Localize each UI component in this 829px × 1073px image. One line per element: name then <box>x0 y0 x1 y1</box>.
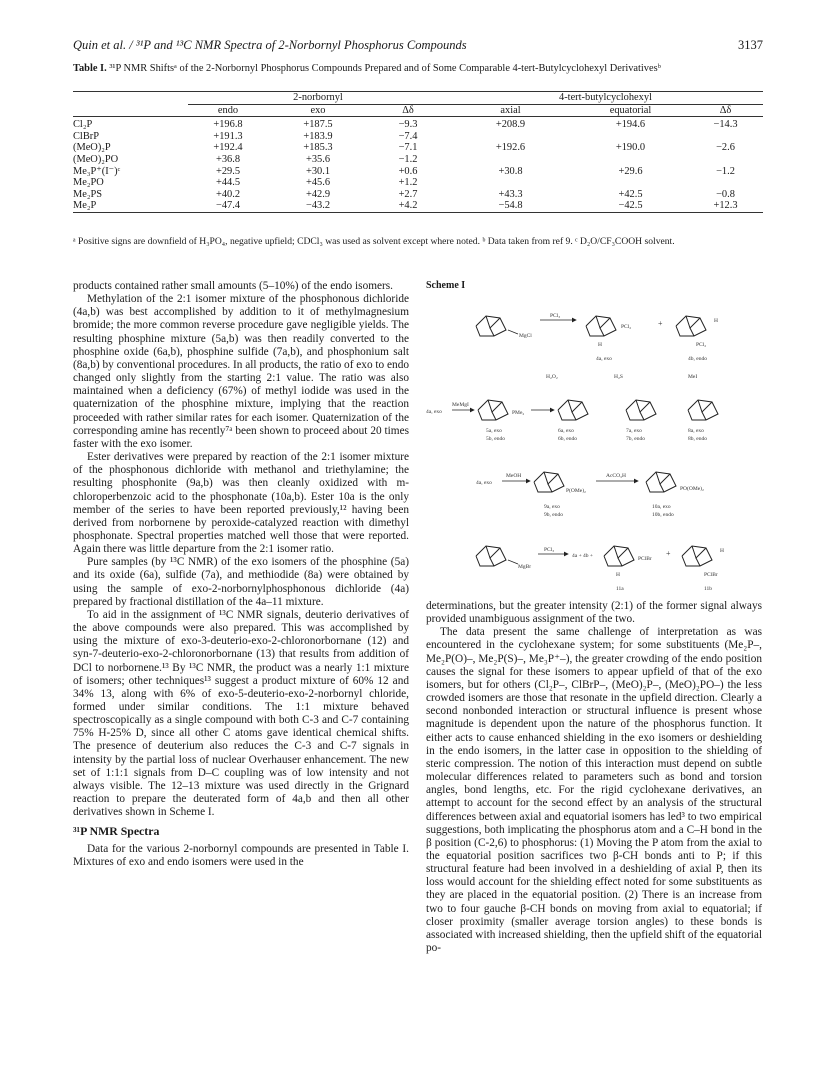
scheme-label: PCl₂ <box>696 342 707 348</box>
scheme-label: H <box>714 318 718 324</box>
scheme-label: PCl₃ <box>544 547 555 553</box>
table-cell: +187.5 <box>303 119 333 131</box>
table-cell: +30.8 <box>498 165 523 177</box>
table-cell <box>573 177 688 189</box>
table-cell: −9.3 <box>398 119 418 131</box>
table-cell: +30.1 <box>305 165 331 177</box>
paragraph: products contained rather small amounts (5–10%) of the endo isomers. <box>73 280 393 292</box>
table-cell: −7.1 <box>398 142 418 154</box>
column-header: endo <box>188 104 268 117</box>
scheme-label: 9b, endo <box>544 512 563 518</box>
table-cell: +192.6 <box>495 142 526 154</box>
scheme-label: PCl₂ <box>621 324 632 330</box>
table-row <box>73 177 763 189</box>
norbornane-structure <box>476 546 506 566</box>
svg-text:+: + <box>666 549 671 558</box>
group-header-norbornyl: 2-norbornyl <box>188 92 448 105</box>
paragraph: Data for the various 2-norbornyl compounds are presented in Table I. Mixtures of exo and endo isomers were used in the <box>73 842 409 868</box>
scheme-label: H <box>720 548 724 554</box>
norbornane-structure <box>646 472 676 492</box>
page-number: 3137 <box>738 38 763 52</box>
scheme-label: 10b, endo <box>652 512 674 518</box>
table-cell: −42.5 <box>573 200 688 212</box>
scheme-label: 4a, exo <box>476 480 492 486</box>
scheme-label: PO(OMe)₂ <box>680 486 704 492</box>
table-cell: −2.6 <box>716 142 735 154</box>
norbornane-structure <box>688 400 718 420</box>
scheme-label: MeOH <box>506 473 522 479</box>
table-cell: +190.0 <box>615 142 646 154</box>
norbornane-structure <box>626 400 656 420</box>
running-head <box>73 38 763 54</box>
table-cell: +4.2 <box>368 200 448 212</box>
scheme-label: 7a, exo <box>626 428 642 434</box>
table-cell: +44.5 <box>215 177 241 189</box>
scheme-label: MgBr <box>518 564 532 570</box>
column-header: axial <box>448 104 573 117</box>
norbornane-structure <box>558 400 588 420</box>
table-caption <box>73 63 763 75</box>
table-footnote: ᵃ Positive signs are downfield of H₃PO₄, negative upfield; CDCl₃ was used as solvent except where noted. ᵇ Data taken from ref 9. ᶜ D₂O/CF₃COOH solvent. <box>73 236 675 247</box>
table-cell: +192.4 <box>213 142 243 154</box>
table-cell: +196.8 <box>213 119 243 131</box>
scheme-label: 11b <box>704 586 713 592</box>
table-caption-text: ³¹P NMR Shiftsᵃ of the 2-Norbornyl Phosphorus Compounds Prepared and of Some Comparable 4-tert-Butylcyclohexyl Derivativesᵇ <box>109 63 661 74</box>
paragraph: determinations, but the greater intensity (2:1) of the former signal always provided unambiguous assignment of the two. <box>426 600 762 626</box>
shift-table <box>73 91 763 213</box>
table-cell: +29.6 <box>618 165 643 177</box>
table-cell <box>573 131 688 143</box>
row-label: (MeO)₂PO <box>73 153 119 165</box>
table-cell: +191.3 <box>213 130 243 142</box>
norbornane-structure <box>676 316 706 336</box>
scheme-drawing <box>426 280 764 598</box>
table-cell <box>688 177 763 189</box>
scheme-label: PCl₃ <box>550 313 561 319</box>
table-cell: −47.4 <box>188 200 268 212</box>
scheme-label: 10a, exo <box>652 504 671 510</box>
column-header: equatorial <box>573 104 688 117</box>
table-cell: +29.5 <box>215 165 241 177</box>
table-cell: +0.6 <box>398 165 418 177</box>
column-header: exo <box>268 104 368 117</box>
scheme-label: 6a, exo <box>558 428 574 434</box>
column-header: Δδ <box>368 104 448 117</box>
table-cell: +183.9 <box>303 130 333 142</box>
scheme-label: MeI <box>688 374 698 380</box>
norbornane-structure <box>476 316 506 336</box>
table-cell: +45.6 <box>305 177 331 189</box>
row-label: Me₂PS <box>73 188 103 200</box>
column-header <box>73 104 188 117</box>
row-label: Me₃P⁺(I⁻)ᶜ <box>73 165 121 177</box>
table-cell: −1.2 <box>398 153 418 165</box>
table-row <box>73 142 763 154</box>
table-cell: +42.5 <box>618 188 643 200</box>
table-cell: +1.2 <box>398 177 418 189</box>
scheme-label: 8a, exo <box>688 428 704 434</box>
left-column <box>73 280 409 869</box>
table-label: Table I. <box>73 63 107 74</box>
table-cell <box>448 154 573 166</box>
row-label: Me₂P <box>73 200 188 212</box>
table-cell <box>448 131 573 143</box>
table-cell: −14.3 <box>713 119 738 131</box>
table-cell: +42.9 <box>305 188 331 200</box>
table-row <box>73 154 763 166</box>
table-row <box>73 131 763 143</box>
group-header-cyclohexyl: 4-tert-butylcyclohexyl <box>448 92 763 105</box>
scheme-label: PClBr <box>704 572 718 578</box>
paragraph: Pure samples (by ¹³C NMR) of the exo isomers of the phosphine (5a) and its oxide (6a), sulfide (7a), and methiodide (8a) were obtained by using the sample of exo-2-norbornylphosphonous dichloride (4a) prepared by fractional distillation of the 4a–11 mixture. <box>73 556 409 608</box>
scheme-label: AcCO₃H <box>606 473 626 479</box>
paragraph: To aid in the assignment of ¹³C NMR signals, deuterio derivatives of the above compounds were also prepared. This was accomplished by using the mixture of exo-3-deuterio-exo-2-chloronorbornane (12) and syn-7-deuterio-exo-2-chloronorbornane (13) that results from addition of DCl to norbornene.¹³ By ¹³C NMR, the product was a nearly 1:1 mixture of isomers; other techniques¹³ suggest a product mixture of 60% 12 and 34% 13, along with 6% of exo-5-deuterio-exo-2-norbornyl chloride, formed under similar conditions. The 1:1 mixture behaved spectroscopically as a single compound with both C-3 and C-7 containing 75% H-25% D, since all other C atoms gave identical chemical shifts. The presence of deuterium also reduces the C-3 and C-7 signals in intensity by the partial loss of nuclear Overhauser enhancement. The new set of 1:1:1 signals from D–C coupling was of low intensity and not always visible. The 12–13 mixture was used directly in the Grignard reaction to prepare the deuterated form of 4a,b and then all other derivatives shown in Scheme I. <box>73 608 409 819</box>
table-cell <box>448 177 573 189</box>
scheme-label: 7b, endo <box>626 436 645 442</box>
running-title: Quin et al. / ³¹P and ¹³C NMR Spectra of 2-Norbornyl Phosphorus Compounds <box>73 38 467 52</box>
scheme-label: PMe₂ <box>512 410 525 416</box>
norbornane-structure <box>604 546 634 566</box>
scheme-label: H <box>616 572 620 578</box>
svg-text:+: + <box>658 319 663 328</box>
norbornane-structure <box>586 316 616 336</box>
scheme-label: 4a, exo <box>426 409 442 415</box>
column-header: Δδ <box>688 104 763 117</box>
table-row <box>73 166 763 178</box>
scheme-label: H <box>598 342 602 348</box>
paragraph: Ester derivatives were prepared by reaction of the 2:1 isomer mixture of the phosphonous dichloride with methanol and triethylamine; the resulting phosphonite (9a,b) was then cleanly oxidized with m-chloroperbenzoic acid to the phosphonate (10a,b). Ester 10a is the only member of the series to have been reported previously,¹² having been derived from norbornene by peroxide-catalyzed reaction with dimethyl phosphonate. Spectral properties matched well those that were reported. Again there was little departure from the 2:1 isomer ratio. <box>73 451 409 556</box>
table-cell: +208.9 <box>495 119 526 131</box>
scheme-label: 5a, exo <box>486 428 502 434</box>
scheme-label: 9a, exo <box>544 504 560 510</box>
scheme-figure <box>426 280 764 598</box>
scheme-label: 4a, exo <box>596 356 612 362</box>
scheme-label: 5b, endo <box>486 436 505 442</box>
table-row <box>73 200 763 212</box>
scheme-label: 4a + 4b + <box>572 553 594 559</box>
table-cell: +185.3 <box>303 142 333 154</box>
table-row <box>73 189 763 201</box>
scheme-label: P(OMe)₂ <box>566 488 586 494</box>
scheme-label: 4b, endo <box>688 356 707 362</box>
row-label: ClBrP <box>73 130 99 142</box>
table-cell: −43.2 <box>268 200 368 212</box>
table-row <box>73 117 763 131</box>
table-cell <box>573 154 688 166</box>
table-cell: +36.8 <box>215 153 241 165</box>
scheme-label: MgCl <box>519 333 532 339</box>
norbornane-structure <box>534 472 564 492</box>
table-cell <box>688 131 763 143</box>
scheme-label: PClBr <box>638 556 652 562</box>
table-cell: −7.4 <box>398 130 418 142</box>
scheme-label: 11a <box>616 586 624 592</box>
scheme-label: H₂O₂ <box>546 374 558 380</box>
row-label: (MeO)₂P <box>73 142 111 154</box>
table-cell: +40.2 <box>215 188 241 200</box>
norbornane-structure <box>682 546 712 566</box>
table-cell: −54.8 <box>448 200 573 212</box>
norbornane-structure <box>478 400 508 420</box>
table-cell: +194.6 <box>615 119 646 131</box>
scheme-label: 8b, endo <box>688 436 707 442</box>
table-cell: +43.3 <box>498 188 523 200</box>
scheme-label: 6b, endo <box>558 436 577 442</box>
section-heading: ³¹P NMR Spectra <box>73 824 160 839</box>
paragraph: The data present the same challenge of interpretation as was encountered in the cyclohexane system; for some substituents (Me₂P–, Me₂P(O)–, Me₂P(S)–, Me₃P⁺–), the greater crowding of the endo position causes the signal for these isomers to appear upfield of that of the exo isomers, but for others (Cl₂P–, ClBrP–, (MeO)₂P–, (MeO)₂PO–) the less crowded isomers are those that resonate in the upfield direction. Clearly a second nonbonded interaction or structural influence is present whose magnitude is dependent upon the nature of the phosphorus function. It either acts to cause enhanced shielding in the exo isomers or deshielding in the endo isomers, in the latter case in opposition to the shielding of steric compression. The notion of this interaction must depend on subtle molecular differences related to parameters such as bond and torsion angles, bond lengths, etc. For the rigid cyclohexane derivatives, an attempt to account for the second effect by an analysis of the structural differences between axial and equatorial isomers has led³ to two empirical suggestions, both implicating the phosphorus atom and a C–H bond in the β position (C-2,6) to phosphorus: (1) Moving the P atom from the axial to the equatorial position sacrifices two β-CH bonds anti to P; if this structural feature had been involved in a deshielding of axial P, then its loss would account for the shielding effect noted for some substituents as they are placed in the equatorial position. (2) There is an increase from two to four gauche β-CH bonds on moving from axial to equatorial; if closer proximity (smaller average torsion angles) to these bonds is associated with increased shielding, then the upfield shift of the equatorial po- <box>426 626 762 955</box>
right-column <box>426 600 762 955</box>
row-label: Cl₂P <box>73 119 93 131</box>
table-cell: +12.3 <box>688 200 763 212</box>
table-cell <box>688 154 763 166</box>
scheme-label: H₂S <box>614 374 623 380</box>
table-cell: +2.7 <box>398 188 418 200</box>
table-cell: −0.8 <box>716 188 735 200</box>
table-cell: −1.2 <box>716 165 735 177</box>
table-cell: +35.6 <box>305 153 331 165</box>
scheme-label: MeMgI <box>452 402 469 408</box>
scheme-title: Scheme I <box>426 280 466 291</box>
row-label: Me₂PO <box>73 177 104 189</box>
paragraph: Methylation of the 2:1 isomer mixture of the phosphonous dichloride (4a,b) was best accomplished by addition to it of methylmagnesium bromide; the more common reverse procedure gave negligible yields. The resulting phosphine mixture (5a,b) was then readily converted to the phosphine oxide (6a,b), phosphine sulfide (7a,b), and phosphonium salt (8a,b) by conventional procedures. In all products, the ratio of exo to endo changed only slightly from the starting 2:1 value. The ratio was also maintained when a deficiency (67%) of methyl iodide was used in the quaternization of the phosphine mixture, implying that the reaction proceeded with rather similar rates for each isomer. Quaternization of the corresponding amine has recently⁷ᵃ been shown to proceed about 20 times faster with the exo isomer. <box>73 293 409 450</box>
